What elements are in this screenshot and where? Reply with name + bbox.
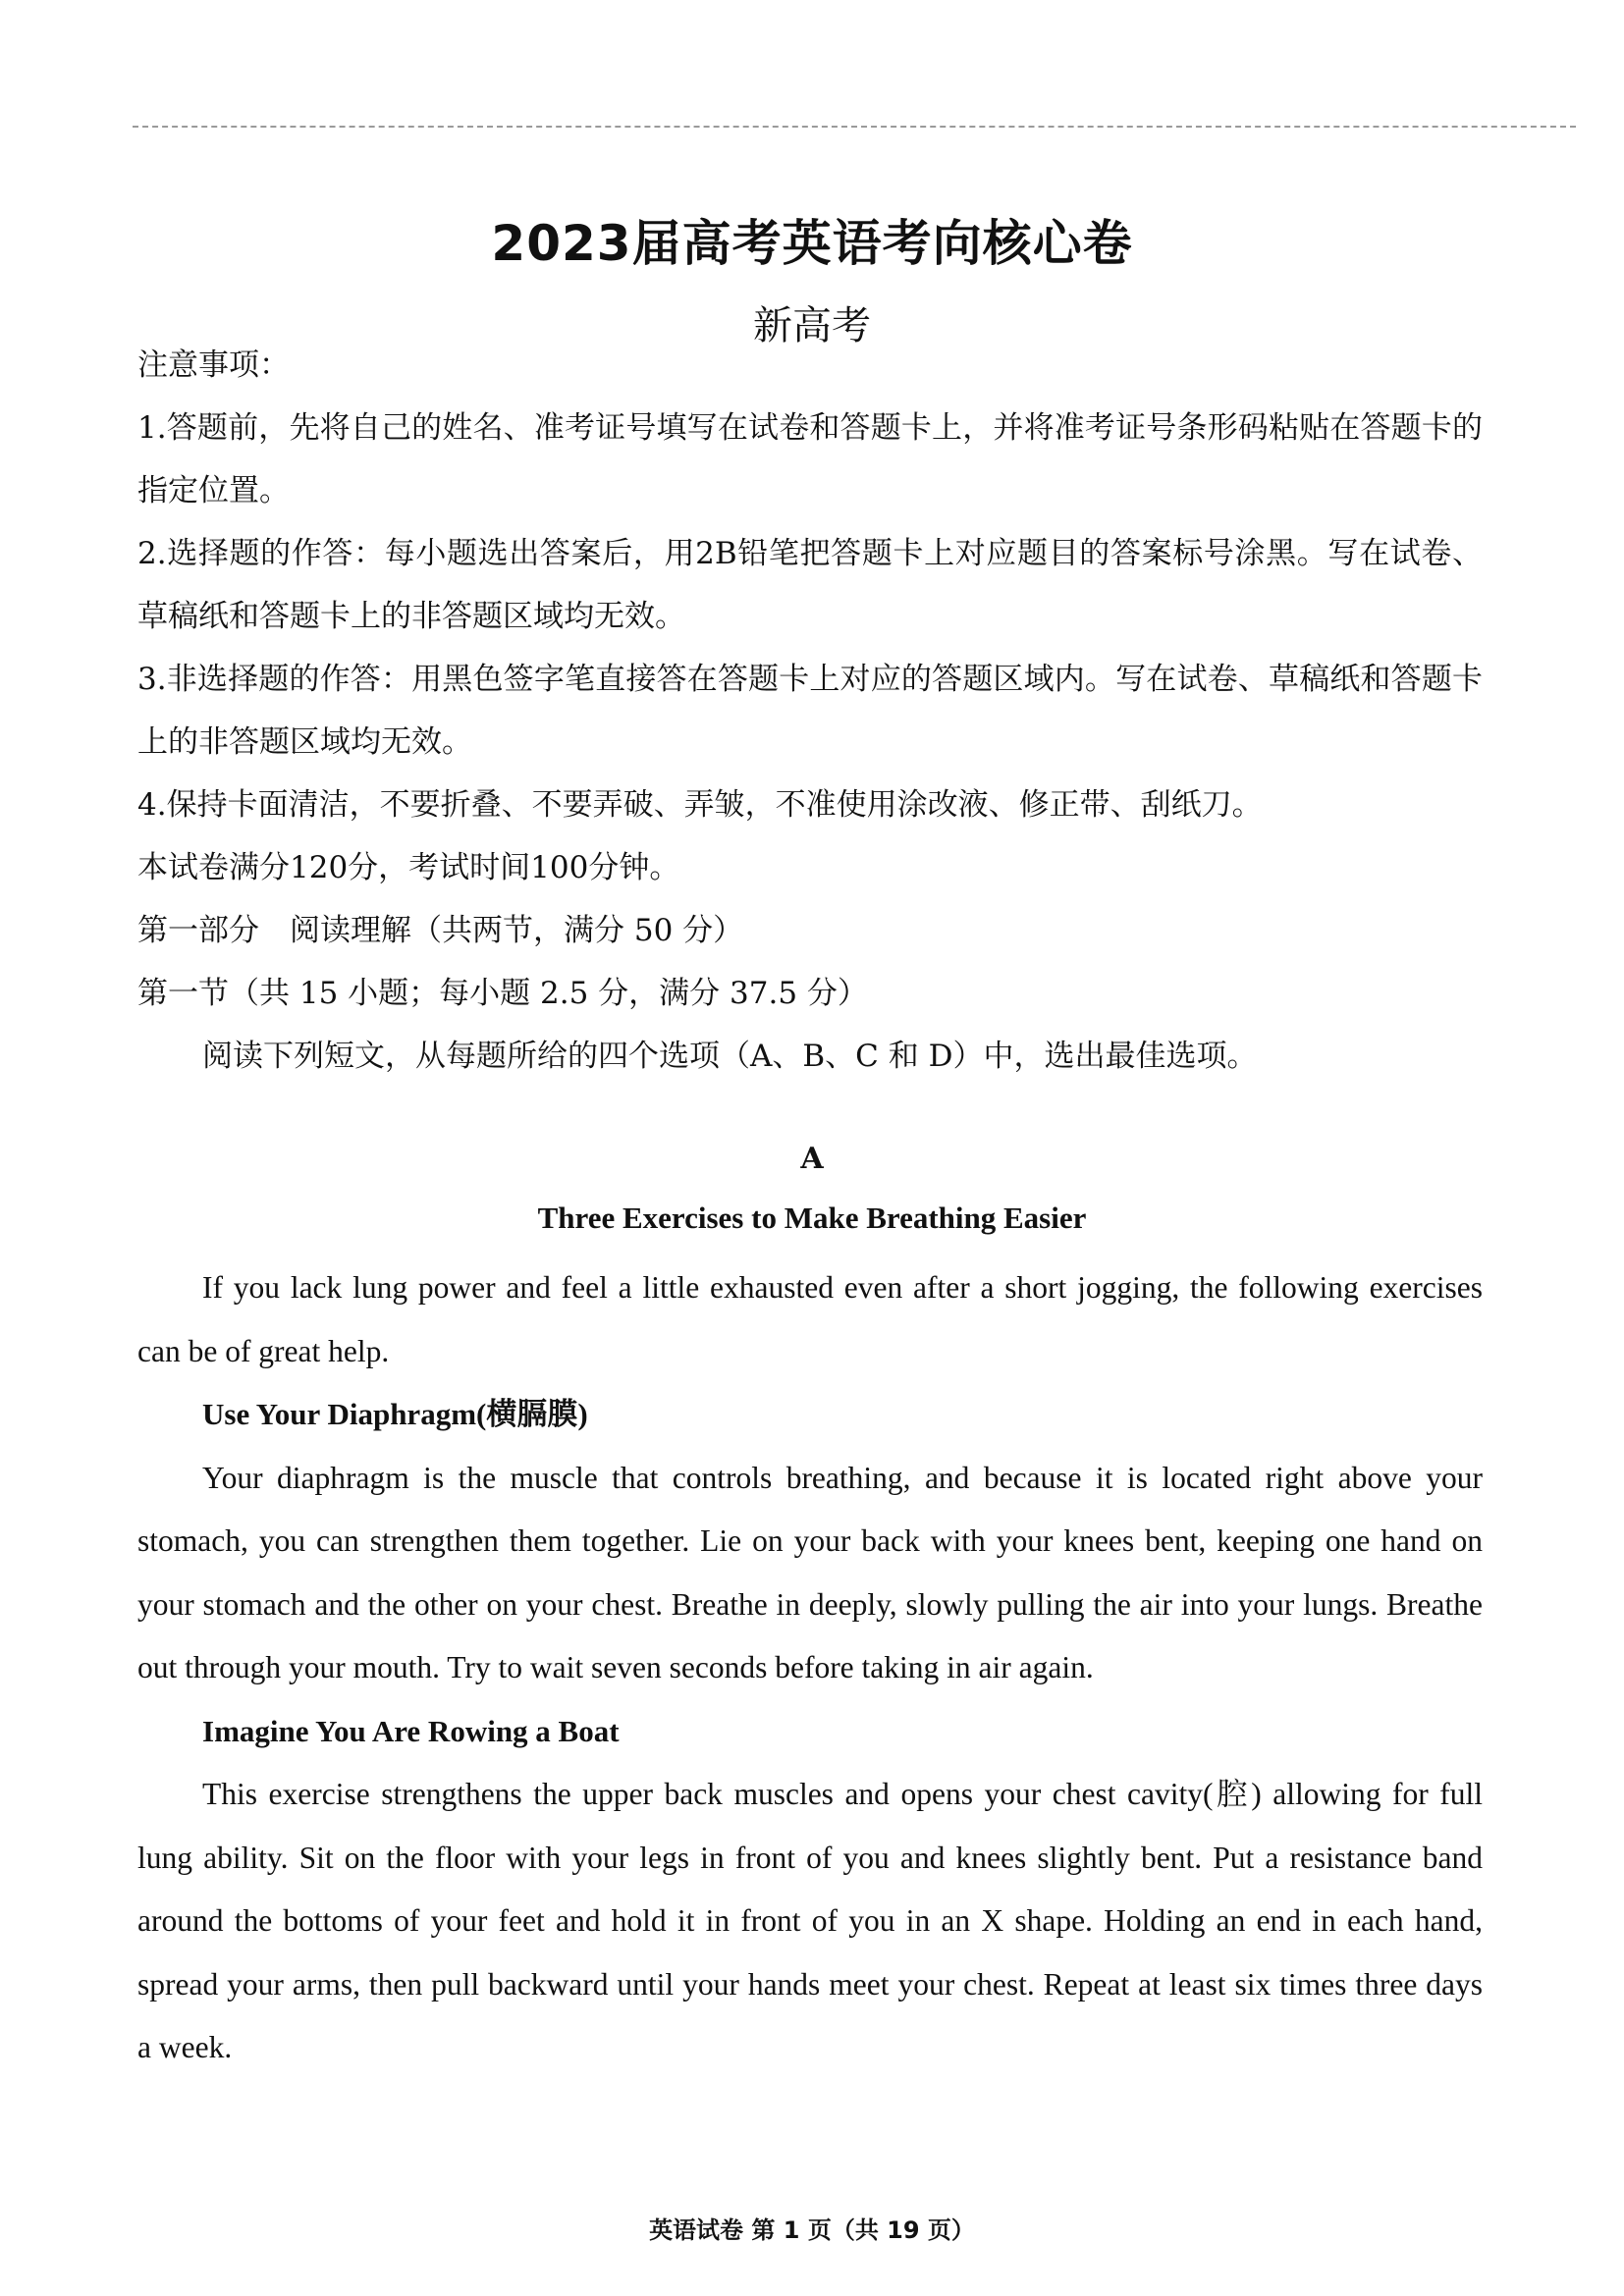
passage-label: A (800, 1142, 824, 1176)
exam-title: 2023届高考英语考向核心卷 (491, 215, 1133, 272)
section-text-rowing: This exercise strengthens the upper back muscles and opens your chest cavity(腔) allowing for full lung ability. Sit on the floor with your legs in front of you and knees slightly bent. Put a resistance band around the bottoms of your feet and hold it in front of you in an X shape. Holding an end in each hand, spread your arms, then pull backward until your hands meet your chest. Repeat at least six times three days a week. (137, 1777, 1483, 2064)
notice-item-1: 1.答题前，先将自己的姓名、准考证号填写在试卷和答题卡上，并将准考证号条形码粘贴在答题卡的指定位置。 (137, 410, 1483, 508)
notice-item-4: 4.保持卡面清洁，不要折叠、不要弄破、弄皱，不准使用涂改液、修正带、刮纸刀。 (137, 787, 1263, 823)
notice-item-3: 3.非选择题的作答：用黑色签字笔直接答在答题卡上对应的答题区域内。写在试卷、草稿纸和答题卡上的非答题区域均无效。 (137, 662, 1483, 760)
section-text-diaphragm: Your diaphragm is the muscle that controls breathing, and because it is located right above your stomach, you can strengthen them together. Lie on your back with your knees bent, keeping one hand on your stomach and the other on your chest. Breathe in deeply, slowly pulling the air into your lungs. Breathe out through your mouth. Try to wait seven seconds before taking in air again. (137, 1460, 1483, 1684)
part-heading: 第一部分 阅读理解（共两节，满分 50 分） (137, 913, 744, 948)
passage-body (137, 1256, 1483, 2080)
exam-subtitle: 新高考 (753, 303, 871, 348)
passage-title: Three Exercises to Make Breathing Easier (537, 1201, 1087, 1235)
reading-instruction: 阅读下列短文，从每题所给的四个选项（A、B、C 和 D）中，选出最佳选项。 (202, 1039, 1258, 1074)
section-heading-rowing: Imagine You Are Rowing a Boat (202, 1713, 620, 1748)
notice-item-2: 2.选择题的作答：每小题选出答案后，用2B铅笔把答题卡上对应题目的答案标号涂黑。写在试卷、草稿纸和答题卡上的非答题区域均无效。 (137, 536, 1483, 634)
passage-intro: If you lack lung power and feel a little exhausted even after a short jogging, the following exercises can be of great help. (137, 1270, 1483, 1368)
subsection-heading: 第一节（共 15 小题；每小题 2.5 分，满分 37.5 分） (137, 976, 868, 1011)
section-heading-diaphragm: Use Your Diaphragm(横膈膜) (202, 1397, 588, 1431)
notice-heading: 注意事项： (137, 347, 290, 383)
score-line: 本试卷满分120分，考试时间100分钟。 (137, 850, 680, 885)
page-footer: 英语试卷 第 1 页（共 19 页） (649, 2216, 975, 2244)
instructions-block (137, 334, 1483, 1088)
cut-line-divider (133, 126, 1576, 128)
